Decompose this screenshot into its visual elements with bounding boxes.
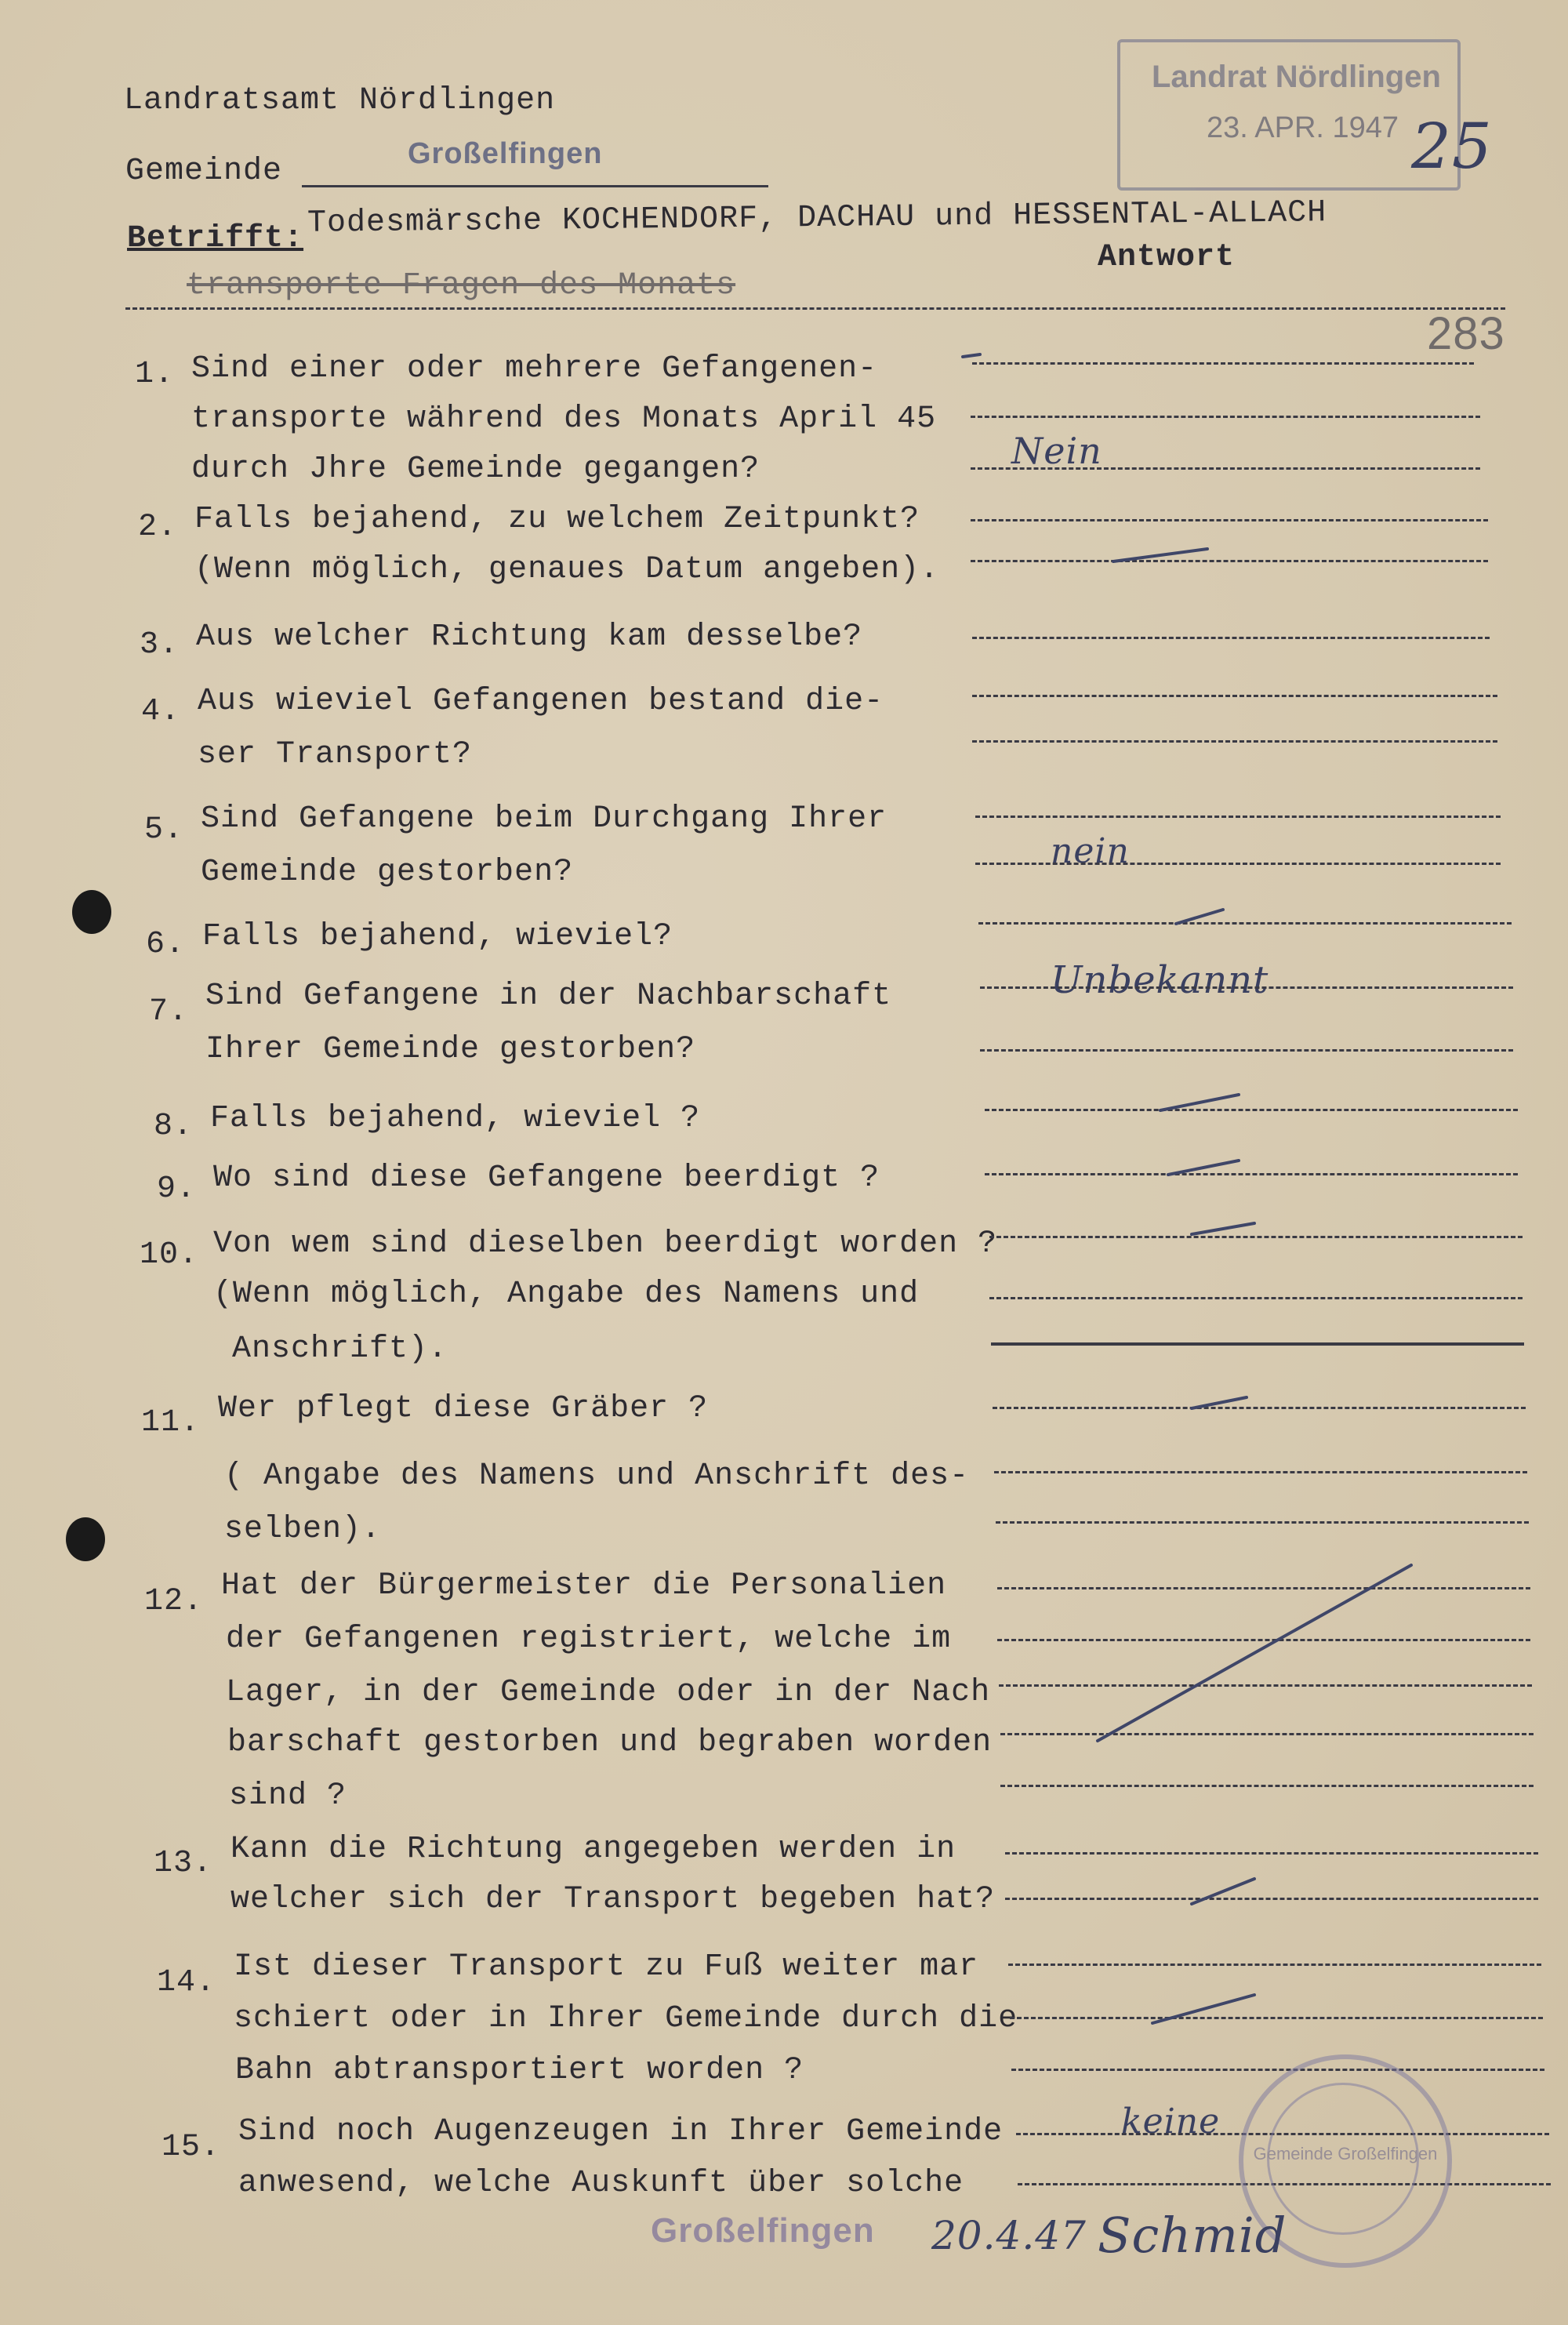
subject-label: Betrifft: bbox=[127, 221, 304, 256]
question-12-line-4: barschaft gestorben und begraben worden bbox=[227, 1725, 993, 1760]
question-13-num: 13. bbox=[154, 1846, 213, 1881]
page-number: 283 bbox=[1427, 308, 1505, 359]
place-stamp: Großelfingen bbox=[651, 2211, 875, 2250]
question-15-line-2: anwesend, welche Auskunft über solche bbox=[238, 2166, 964, 2201]
question-4-num: 4. bbox=[141, 694, 181, 729]
stamp-office: Landrat Nördlingen bbox=[1152, 60, 1441, 94]
subject-text: Todesmärsche KOCHENDORF, DACHAU und HESSENTAL-ALLACH bbox=[307, 195, 1327, 242]
office-name: Landratsamt Nördlingen bbox=[124, 83, 556, 118]
question-5-num: 5. bbox=[144, 812, 184, 848]
municipality-label: Gemeinde bbox=[125, 154, 283, 189]
question-4-line-1: Aus wieviel Gefangenen bestand die- bbox=[198, 684, 884, 719]
question-8-num: 8. bbox=[154, 1109, 194, 1144]
question-1-answer: Nein bbox=[1011, 430, 1102, 472]
question-14-line-3: Bahn abtransportiert worden ? bbox=[235, 2053, 804, 2088]
question-14-num: 14. bbox=[157, 1965, 216, 2000]
answer-heading: Antwort bbox=[1098, 240, 1236, 275]
question-7-num: 7. bbox=[149, 994, 189, 1030]
question-1-line-3: durch Jhre Gemeinde gegangen? bbox=[191, 452, 760, 487]
question-12-line-1: Hat der Bürgermeister die Personalien bbox=[221, 1568, 947, 1604]
question-8-line-1: Falls bejahend, wieviel ? bbox=[210, 1101, 701, 1136]
question-11-line-1: Wer pflegt diese Gräber ? bbox=[218, 1391, 709, 1426]
question-4-line-2: ser Transport? bbox=[198, 737, 473, 772]
question-15-num: 15. bbox=[162, 2130, 221, 2165]
question-1-num: 1. bbox=[135, 357, 175, 392]
municipality-value: Großelfingen bbox=[408, 137, 603, 170]
stamp-date: 23. APR. 1947 bbox=[1207, 111, 1399, 144]
question-7-line-1: Sind Gefangene in der Nachbarschaft bbox=[205, 979, 892, 1014]
question-12-line-2: der Gefangenen registriert, welche im bbox=[226, 1622, 952, 1657]
question-2-line-1: Falls bejahend, zu welchem Zeitpunkt? bbox=[194, 502, 920, 537]
question-10-num: 10. bbox=[140, 1237, 199, 1273]
subject-overtyped-line: transporte Fragen des Monats bbox=[187, 268, 736, 303]
question-7-answer: Unbekannt bbox=[1051, 958, 1269, 1002]
question-5-line-1: Sind Gefangene beim Durchgang Ihrer bbox=[201, 801, 887, 837]
question-11-line-2: ( Angabe des Namens und Anschrift des- bbox=[224, 1459, 970, 1494]
handwritten-number: 25 bbox=[1411, 110, 1493, 183]
question-1-line-1: Sind einer oder mehrere Gefangenen- bbox=[191, 351, 878, 387]
question-12-line-5: sind ? bbox=[229, 1778, 347, 1814]
question-6-num: 6. bbox=[146, 927, 186, 962]
question-3-num: 3. bbox=[140, 627, 180, 663]
question-9-num: 9. bbox=[157, 1172, 197, 1207]
question-13-line-2: welcher sich der Transport begeben hat? bbox=[230, 1882, 996, 1917]
signature-date: 20.4.47 bbox=[931, 2213, 1087, 2258]
question-11-num: 11. bbox=[141, 1405, 201, 1440]
question-2-num: 2. bbox=[138, 510, 178, 545]
question-10-line-2: (Wenn möglich, Angabe des Namens und bbox=[213, 1277, 920, 1312]
signature: Schmid bbox=[1098, 2207, 1287, 2264]
question-3-line-1: Aus welcher Richtung kam desselbe? bbox=[196, 619, 863, 655]
question-12-line-3: Lager, in der Gemeinde oder in der Nach bbox=[226, 1675, 991, 1710]
question-15-answer: keine bbox=[1121, 2102, 1221, 2142]
question-10-line-3: Anschrift). bbox=[232, 1331, 448, 1367]
question-7-line-2: Ihrer Gemeinde gestorben? bbox=[205, 1032, 696, 1067]
question-12-num: 12. bbox=[144, 1584, 204, 1619]
question-5-answer: nein bbox=[1051, 831, 1130, 871]
question-10-line-1: Von wem sind dieselben beerdigt worden ? bbox=[213, 1226, 998, 1262]
question-15-line-1: Sind noch Augenzeugen in Ihrer Gemeinde bbox=[238, 2114, 1004, 2149]
question-14-line-1: Ist dieser Transport zu Fuß weiter mar bbox=[234, 1949, 979, 1985]
question-9-line-1: Wo sind diese Gefangene beerdigt ? bbox=[213, 1161, 880, 1196]
question-2-line-2: (Wenn möglich, genaues Datum angeben). bbox=[194, 552, 940, 587]
question-1-line-2: transporte während des Monats April 45 bbox=[191, 401, 937, 437]
question-5-line-2: Gemeinde gestorben? bbox=[201, 855, 574, 890]
seal-text: Gemeinde Großelfingen bbox=[1253, 2144, 1438, 2163]
question-14-line-2: schiert oder in Ihrer Gemeinde durch die bbox=[234, 2001, 1018, 2036]
question-6-line-1: Falls bejahend, wieviel? bbox=[202, 919, 673, 954]
question-11-line-3: selben). bbox=[224, 1512, 382, 1547]
question-13-line-1: Kann die Richtung angegeben werden in bbox=[230, 1832, 956, 1867]
